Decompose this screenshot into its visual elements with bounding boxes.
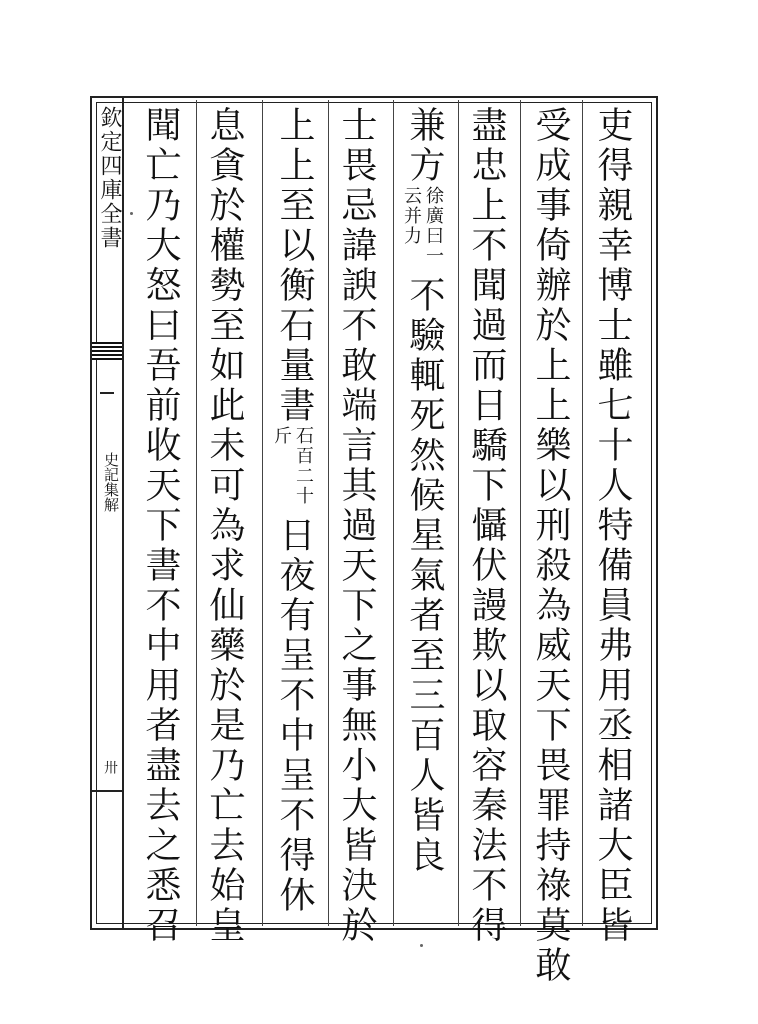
column-6-lead: 上上至以衡石量書	[274, 106, 315, 426]
scan-speck	[130, 212, 133, 215]
scan-speck	[420, 944, 423, 947]
text-column-4	[400, 106, 444, 916]
column-divider	[328, 100, 329, 926]
fish-tail-rule	[100, 392, 114, 394]
text-column-3: 盡忠上不聞過而日驕下懾伏謾欺以取容秦法不得	[466, 106, 507, 946]
column-4-rest: 不驗輒死然候星氣者至三百人皆良	[404, 276, 445, 876]
column-divider	[393, 100, 394, 926]
text-column-2: 受成事倚辦於上上樂以刑殺為威天下畏罪持祿莫敢	[530, 106, 571, 986]
book-title: 欽定四庫全書	[97, 106, 122, 250]
text-column-6	[270, 106, 314, 916]
column-divider	[458, 100, 459, 926]
column-6-commentary: 石百二十斤	[271, 426, 314, 506]
section-label: 史記集解	[102, 452, 120, 512]
text-column-5: 士畏忌諱諛不敢端言其過天下之事無小大皆決於	[336, 106, 377, 946]
column-4-lead: 兼方	[404, 106, 445, 186]
fish-tail-ornament	[92, 342, 122, 360]
text-column-1: 吏得親幸博士雖七十人特備員弗用丞相諸大臣皆	[592, 106, 633, 946]
text-column-8: 聞亡乃大怒曰吾前收天下書不中用者盡去之悉召	[140, 106, 181, 946]
folio-number: 卅	[102, 760, 118, 774]
column-divider	[262, 100, 263, 926]
text-column-7: 息貪於權勢至如此未可為求仙藥於是乃亡去始皇	[204, 106, 245, 946]
column-4-commentary: 徐廣曰一云并力	[401, 186, 444, 266]
folio-rule	[92, 790, 122, 792]
column-6-rest: 日夜有呈不中呈不得休	[274, 516, 315, 916]
column-divider	[520, 100, 521, 926]
column-divider	[196, 100, 197, 926]
column-divider	[582, 100, 583, 926]
